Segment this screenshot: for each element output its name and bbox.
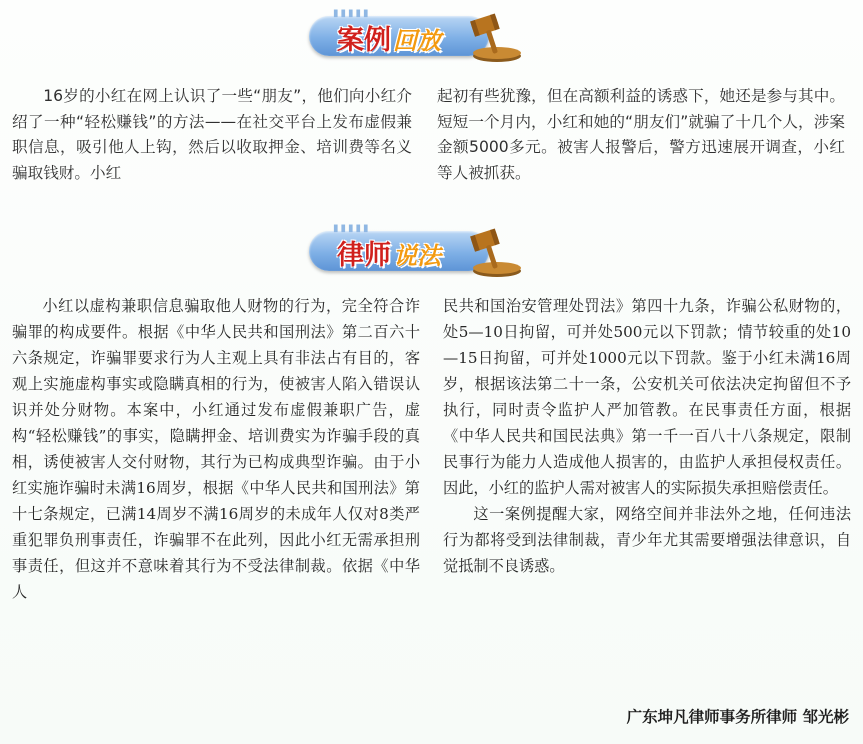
law-text-left xyxy=(12,293,420,605)
banner-dots: ▮▮▮▮▮ xyxy=(333,223,371,234)
banner-title-accent: 说法 xyxy=(393,242,441,270)
banner-title xyxy=(337,233,441,272)
lawyer-commentary-banner xyxy=(309,225,559,279)
case-review-banner xyxy=(309,10,559,64)
gavel-icon xyxy=(459,6,529,64)
case-text-right xyxy=(437,84,845,186)
banner-title-accent: 回放 xyxy=(393,27,441,55)
banner-title-main: 案例 xyxy=(337,25,391,56)
law-paragraph-right-1: 民共和国治安管理处罚法》第四十九条，诈骗公私财物的，处5—10日拘留，可并处500元以下罚款；情节较重的处10—15日拘留，可并处1000元以下罚款。鉴于小红未满16周岁，根据该法第二十一条，公安机关可依法决定拘留但不予执行，同时责令监护人严加管教。在民事责任方面，根据《中华人民共和国民法典》第一千一百八十八条规定，限制民事行为能力人造成他人损害的，由监护人承担侵权责任。因此，小红的监护人需对被害人的实际损失承担赔偿责任。 xyxy=(443,297,851,497)
law-text-right xyxy=(443,293,851,579)
law-paragraph-right-2: 这一案例提醒大家，网络空间并非法外之地，任何违法行为都将受到法律制裁，青少年尤其需要增强法律意识，自觉抵制不良诱惑。 xyxy=(443,505,851,575)
case-paragraph-right: 起初有些犹豫，但在高额利益的诱惑下，她还是参与其中。短短一个月内，小红和她的“朋友们”就骗了十几个人，涉案金额5000多元。被害人报警后，警方迅速展开调查，小红等人被抓获。 xyxy=(437,87,845,182)
author-signature: 广东坤凡律师事务所律师 邹光彬 xyxy=(626,708,849,726)
banner-title xyxy=(337,18,441,57)
case-text-left xyxy=(12,84,412,186)
law-paragraph-left: 小红以虚构兼职信息骗取他人财物的行为，完全符合诈骗罪的构成要件。根据《中华人民共和国刑法》第二百六十六条规定，诈骗罪要求行为人主观上具有非法占有目的，客观上实施虚构事实或隐瞒真相的行为，使被害人陷入错误认识并处分财物。本案中，小红通过发布虚假兼职广告，虚构“轻松赚钱”的事实，隐瞒押金、培训费实为诈骗手段的真相，诱使被害人交付财物，其行为已构成典型诈骗。由于小红实施诈骗时未满16周岁，根据《中华人民共和国刑法》第十七条规定，已满14周岁不满16周岁的未成年人仅对8类严重犯罪负刑事责任，诈骗罪不在此列，因此小红无需承担刑事责任，但这并不意味着其行为不受法律制裁。依据《中华人 xyxy=(12,297,420,601)
banner-dots: ▮▮▮▮▮ xyxy=(333,8,371,19)
gavel-icon xyxy=(459,221,529,279)
case-paragraph-left: 16岁的小红在网上认识了一些“朋友”，他们向小红介绍了一种“轻松赚钱”的方法——在社交平台上发布虚假兼职信息，吸引他人上钩，然后以收取押金、培训费等名义骗取钱财。小红 xyxy=(12,87,412,182)
banner-title-main: 律师 xyxy=(337,240,391,271)
